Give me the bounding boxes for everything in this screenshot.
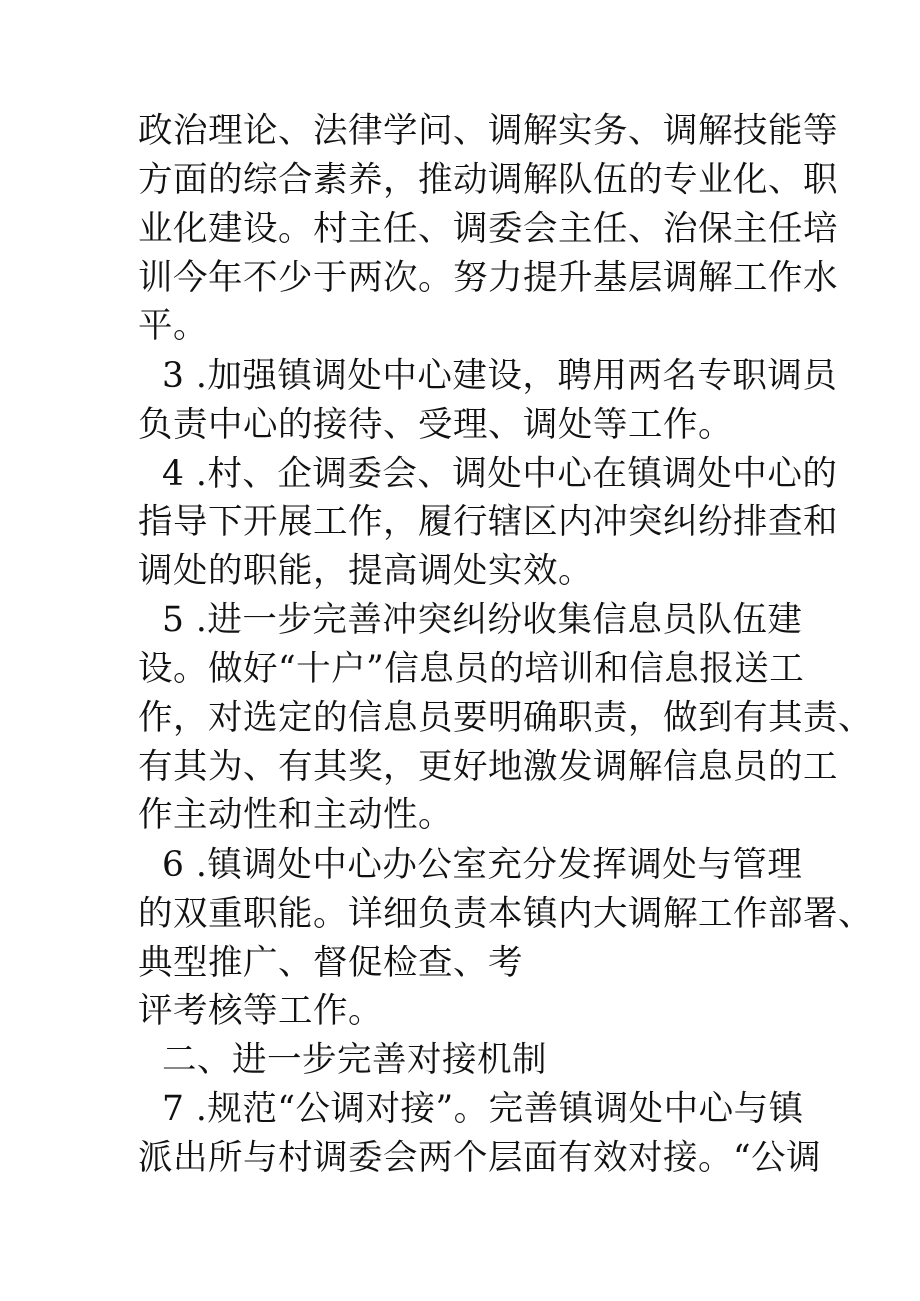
list-item-3-line-1: 3 .加强镇调处中心建设，聘用两名专职调员 [162, 356, 838, 396]
list-item-5-line-4: 有其为、有其奖，更好地激发调解信息员的工 [138, 747, 838, 787]
section-heading: 二、进一步完善对接机制 [162, 1040, 547, 1080]
list-item-4-line-1: 4 .村、企调委会、调处中心在镇调处中心的 [162, 454, 838, 494]
list-item-6-line-2: 的双重职能。详细负责本镇内大调解工作部署、 [138, 894, 873, 934]
list-item-6-line-3: 典型推广、督促检查、考 [138, 943, 523, 983]
text-line-3: 业化建设。村主任、调委会主任、治保主任培 [138, 209, 838, 249]
list-item-6-line-1: 6 .镇调处中心办公室充分发挥调处与管理 [162, 845, 803, 885]
text-line-2: 方面的综合素养，推动调解队伍的专业化、职 [138, 160, 838, 200]
list-item-4-line-3: 调处的职能，提高调处实效。 [138, 551, 593, 591]
list-item-5-line-3: 作，对选定的信息员要明确职责，做到有其责、 [138, 698, 873, 738]
list-item-5-line-1: 5 .进一步完善冲突纠纷收集信息员队伍建 [162, 600, 803, 640]
text-line-1: 政治理论、法律学问、调解实务、调解技能等 [138, 111, 838, 151]
list-item-6-line-4: 评考核等工作。 [138, 991, 383, 1031]
text-line-5: 平。 [138, 306, 208, 346]
text-line-4: 训今年不少于两次。努力提升基层调解工作水 [138, 258, 838, 298]
list-item-4-line-2: 指导下开展工作，履行辖区内冲突纠纷排查和 [138, 502, 838, 542]
list-item-5-line-2: 设。做好“十户”信息员的培训和信息报送工 [138, 649, 805, 689]
list-item-7-line-1: 7 .规范“公调对接”。完善镇调处中心与镇 [162, 1089, 804, 1129]
list-item-7-line-2: 派出所与村调委会两个层面有效对接。“公调 [138, 1138, 822, 1178]
list-item-3-line-2: 负责中心的接待、受理、调处等工作。 [138, 405, 733, 445]
list-item-5-line-5: 作主动性和主动性。 [138, 795, 453, 835]
